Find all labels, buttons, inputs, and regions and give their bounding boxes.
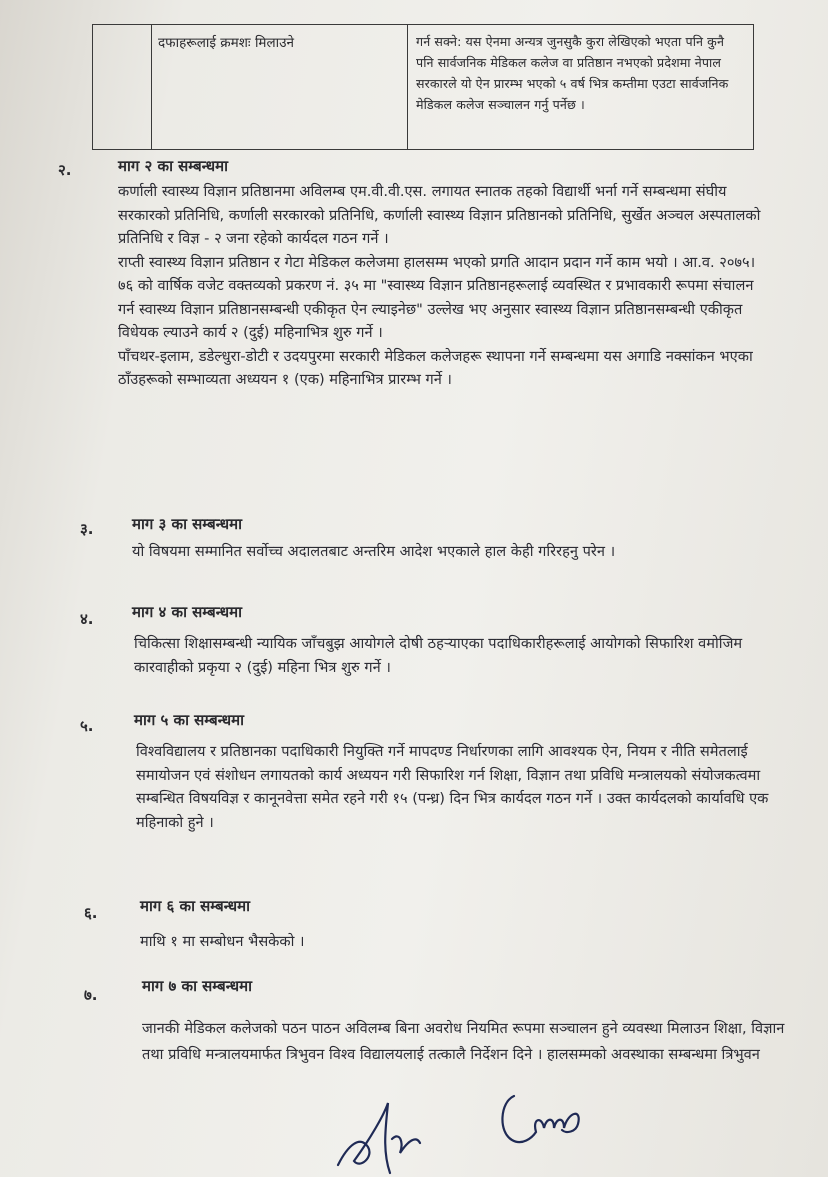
section-number: ७. <box>84 986 98 1004</box>
paragraph: चिकित्सा शिक्षासम्बन्धी न्यायिक जाँचबुझ आयोगले दोषी ठहऱ्याएका पदाधिकारीहरूलाई आयोगको सिफारिश वमोजिम कारवाहीको प्रकृया २ (दुई) महिना भित्र शुरु गर्ने । <box>134 635 743 676</box>
section-body <box>132 540 778 564</box>
amendment-table-row <box>92 24 754 150</box>
section-body <box>142 1016 792 1068</box>
table-cell-provision: दफाहरूलाई क्रमशः मिलाउने <box>152 25 408 149</box>
table-cell-proposed-text: गर्न सक्ने: यस ऐनमा अन्यत्र जुनसुकै कुरा लेखिएको भएता पनि कुनै पनि सार्वजनिक मेडिकल कलेज वा प्रतिष्ठान नभएको प्रदेशमा नेपाल सरकारले यो ऐन प्रारम्भ भएको ५ वर्ष भित्र कम्तीमा एउटा सार्वजनिक मेडिकल कलेज सञ्चालन गर्नु पर्नेछ । <box>416 34 729 112</box>
section-number: ६. <box>84 904 98 922</box>
paragraph: कर्णाली स्वास्थ्य विज्ञान प्रतिष्ठानमा अविलम्ब एम.वी.वी.एस. लगायत स्नातक तहको विद्यार्थी भर्ना गर्ने सम्बन्धमा संघीय सरकारको प्रतिनिधि, कर्णाली सरकारको प्रतिनिधि, कर्णाली स्वास्थ्य विज्ञान प्रतिष्ठानको प्रतिनिधि, सुर्खेत अञ्चल अस्पतालको प्रतिनिधि र विज्ञ - २ जना रहेको कार्यदल गठन गर्ने । <box>118 183 761 247</box>
section-heading: माग ३ का सम्बन्धमा <box>132 515 242 533</box>
section-number: ४. <box>80 610 94 628</box>
section-number: ५. <box>80 717 94 735</box>
paragraph: जानकी मेडिकल कलेजको पठन पाठन अविलम्ब बिना अवरोध नियमित रूपमा सञ्चालन हुने व्यवस्था मिलाउन शिक्षा, विज्ञान तथा प्रविधि मन्त्रालयमार्फत त्रिभुवन विश्व विद्यालयलाई तत्कालै निर्देशन दिने । हालसम्मको अवस्थाका सम्बन्धमा त्रिभुवन <box>142 1020 785 1063</box>
section-heading: माग ४ का सम्बन्धमा <box>132 603 242 621</box>
section-body <box>140 930 780 954</box>
signature-left <box>330 1095 440 1177</box>
section-heading: माग ६ का सम्बन्धमा <box>140 897 250 915</box>
paragraph: यो विषयमा सम्मानित सर्वोच्च अदालतबाट अन्तरिम आदेश भएकाले हाल केही गरिरहनु परेन । <box>132 543 616 560</box>
paragraph: राप्ती स्वास्थ्य विज्ञान प्रतिष्ठान र गेटा मेडिकल कलेजमा हालसम्म भएको प्रगति आदान प्रदान गर्ने काम भयो । आ.व. २०७५।७६ को वार्षिक वजेट वक्तव्यको प्रकरण नं. ३५ मा "स्वास्थ्य विज्ञान प्रतिष्ठानहरूलाई व्यवस्थित र प्रभावकारी रूपमा संचालन गर्न स्वास्थ्य विज्ञान प्रतिष्ठानसम्बन्धी एकीकृत ऐन ल्याइनेछ" उल्लेख भए अनुसार स्वास्थ्य विज्ञान प्रतिष्ठानसम्बन्धी एकीकृत विधेयक ल्याउने कार्य २ (दुई) महिनाभित्र शुरु गर्ने । <box>118 253 756 341</box>
section-heading: माग ७ का सम्बन्धमा <box>142 977 252 995</box>
section-number: २. <box>58 161 72 179</box>
section-body <box>118 180 768 392</box>
signature-right <box>492 1088 592 1154</box>
section-number: ३. <box>80 520 94 538</box>
section-body <box>134 632 780 679</box>
section-heading: माग ५ का सम्बन्धमा <box>134 711 244 729</box>
paragraph: पाँचथर-इलाम, डडेल्धुरा-डोटी र उदयपुरमा सरकारी मेडिकल कलेजहरू स्थापना गर्ने सम्बन्धमा यस अगाडि नक्सांकन भएका ठाँउहरूको सम्भाव्यता अध्ययन १ (एक) महिनाभित्र प्रारम्भ गर्ने । <box>118 347 753 388</box>
paragraph: माथि १ मा सम्बोधन भैसकेको । <box>140 933 305 950</box>
table-cell-blank <box>93 25 152 149</box>
paragraph: विश्वविद्यालय र प्रतिष्ठानका पदाधिकारी नियुक्ति गर्ने मापदण्ड निर्धारणका लागि आवश्यक ऐन, नियम र नीति समेतलाई समायोजन एवं संशोधन लगायतको कार्य अध्ययन गरी सिफारिश गर्न शिक्षा, विज्ञान तथा प्रविधि मन्त्रालयको संयोजकत्वमा सम्बन्धित विषयविज्ञ र कानूनवेत्ता समेत रहने गरी १५ (पन्ध्र) दिन भित्र कार्यदल गठन गर्ने । उक्त कार्यदलको कार्यावधि एक महिनाको हुने । <box>136 743 769 831</box>
section-heading: माग २ का सम्बन्धमा <box>118 157 228 175</box>
section-body <box>136 740 784 834</box>
